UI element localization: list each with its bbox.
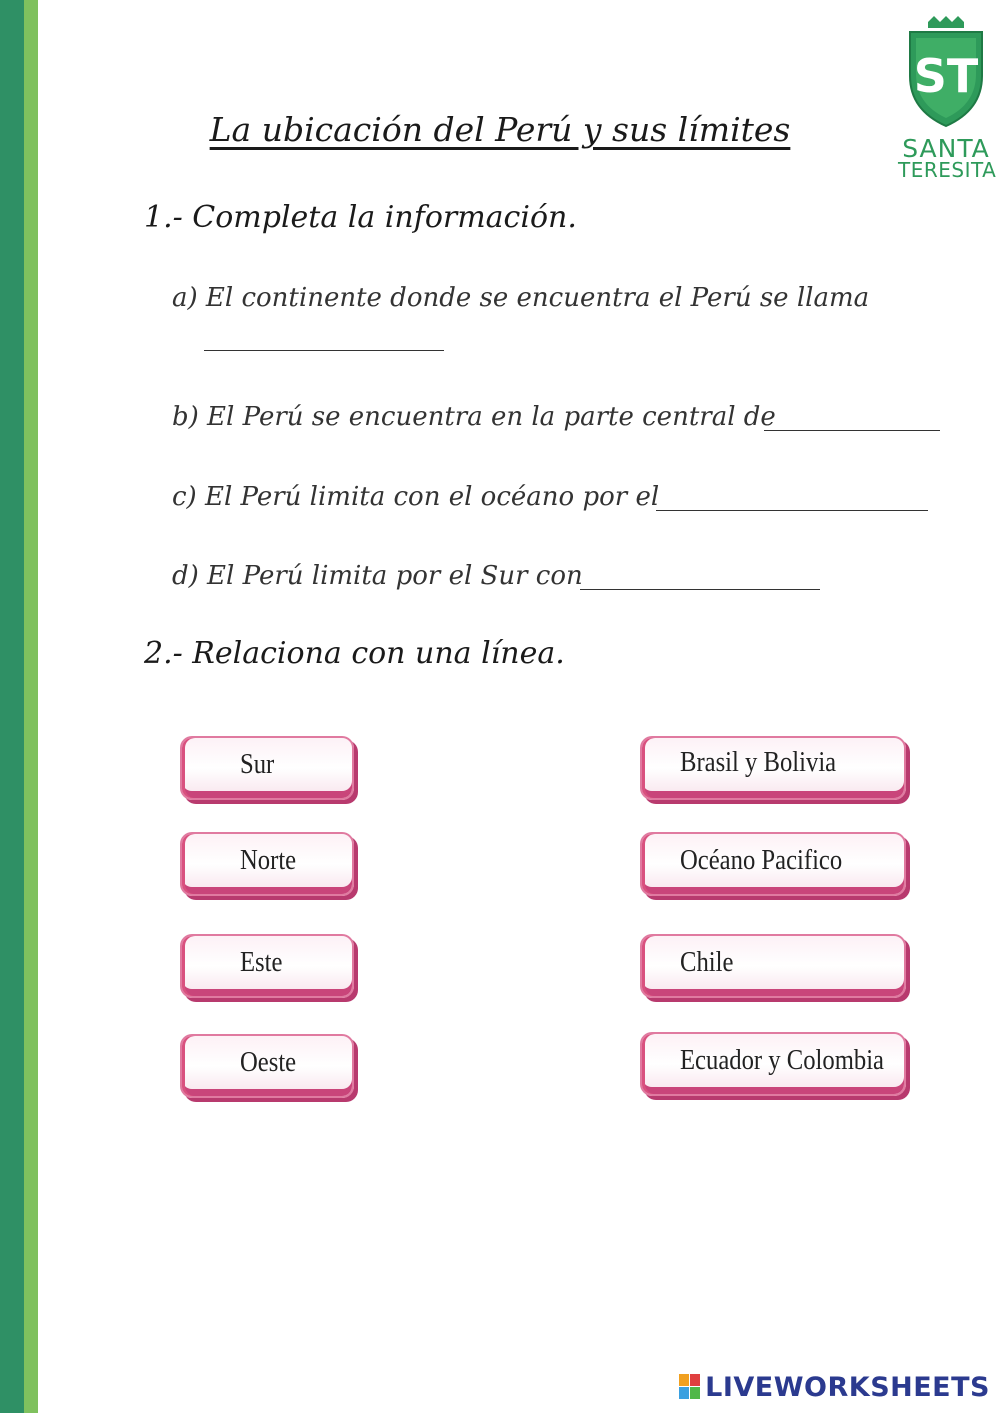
question-b-text: b) El Perú se encuentra en la parte central de (172, 402, 776, 432)
question-d (172, 561, 583, 591)
svg-text:ST: ST (913, 49, 979, 103)
answer-blank-a[interactable] (204, 350, 444, 351)
match-left-item[interactable] (180, 1034, 354, 1098)
question-a-text: a) El continente donde se encuentra el Perú se llama (172, 283, 870, 313)
page-title: La ubicación del Perú y sus límites (209, 110, 791, 149)
logo-text-santa: SANTA (902, 134, 990, 163)
question-c-text: c) El Perú limita con el océano por el (172, 482, 660, 512)
match-left-label: Sur (240, 748, 275, 780)
question-d-text: d) El Perú limita por el Sur con (172, 561, 583, 591)
liveworksheets-brand (679, 1371, 990, 1403)
match-right-label: Océano Pacifico (680, 844, 843, 876)
match-left-label: Norte (240, 844, 297, 876)
liveworksheets-text: LIVEWORKSHEETS (705, 1371, 990, 1403)
match-right-item[interactable] (640, 736, 906, 800)
match-left-item[interactable] (180, 832, 354, 896)
logo-text-teresita: TERESITA (898, 158, 997, 182)
match-left-label: Oeste (240, 1046, 297, 1078)
match-left-label: Este (240, 946, 283, 978)
school-logo (898, 14, 997, 184)
match-left-item[interactable] (180, 934, 354, 998)
left-border-stripe-light (24, 0, 38, 1413)
match-right-item[interactable] (640, 934, 906, 998)
section-2-heading: 2.- Relaciona con una línea. (144, 636, 565, 671)
question-c (172, 482, 659, 512)
question-a (172, 283, 869, 313)
match-right-label: Chile (680, 946, 734, 978)
match-right-item[interactable] (640, 832, 906, 896)
answer-blank-d[interactable] (580, 589, 820, 590)
left-border-stripe-dark (0, 0, 24, 1413)
section-1-heading: 1.- Completa la información. (144, 200, 577, 235)
liveworksheets-logo-icon (679, 1374, 701, 1400)
match-right-item[interactable] (640, 1032, 906, 1096)
answer-blank-b[interactable] (764, 430, 940, 431)
match-right-label: Brasil y Bolivia (680, 746, 837, 778)
answer-blank-c[interactable] (656, 510, 928, 511)
match-right-label: Ecuador y Colombia (680, 1044, 885, 1076)
match-left-item[interactable] (180, 736, 354, 800)
question-b (172, 402, 776, 432)
